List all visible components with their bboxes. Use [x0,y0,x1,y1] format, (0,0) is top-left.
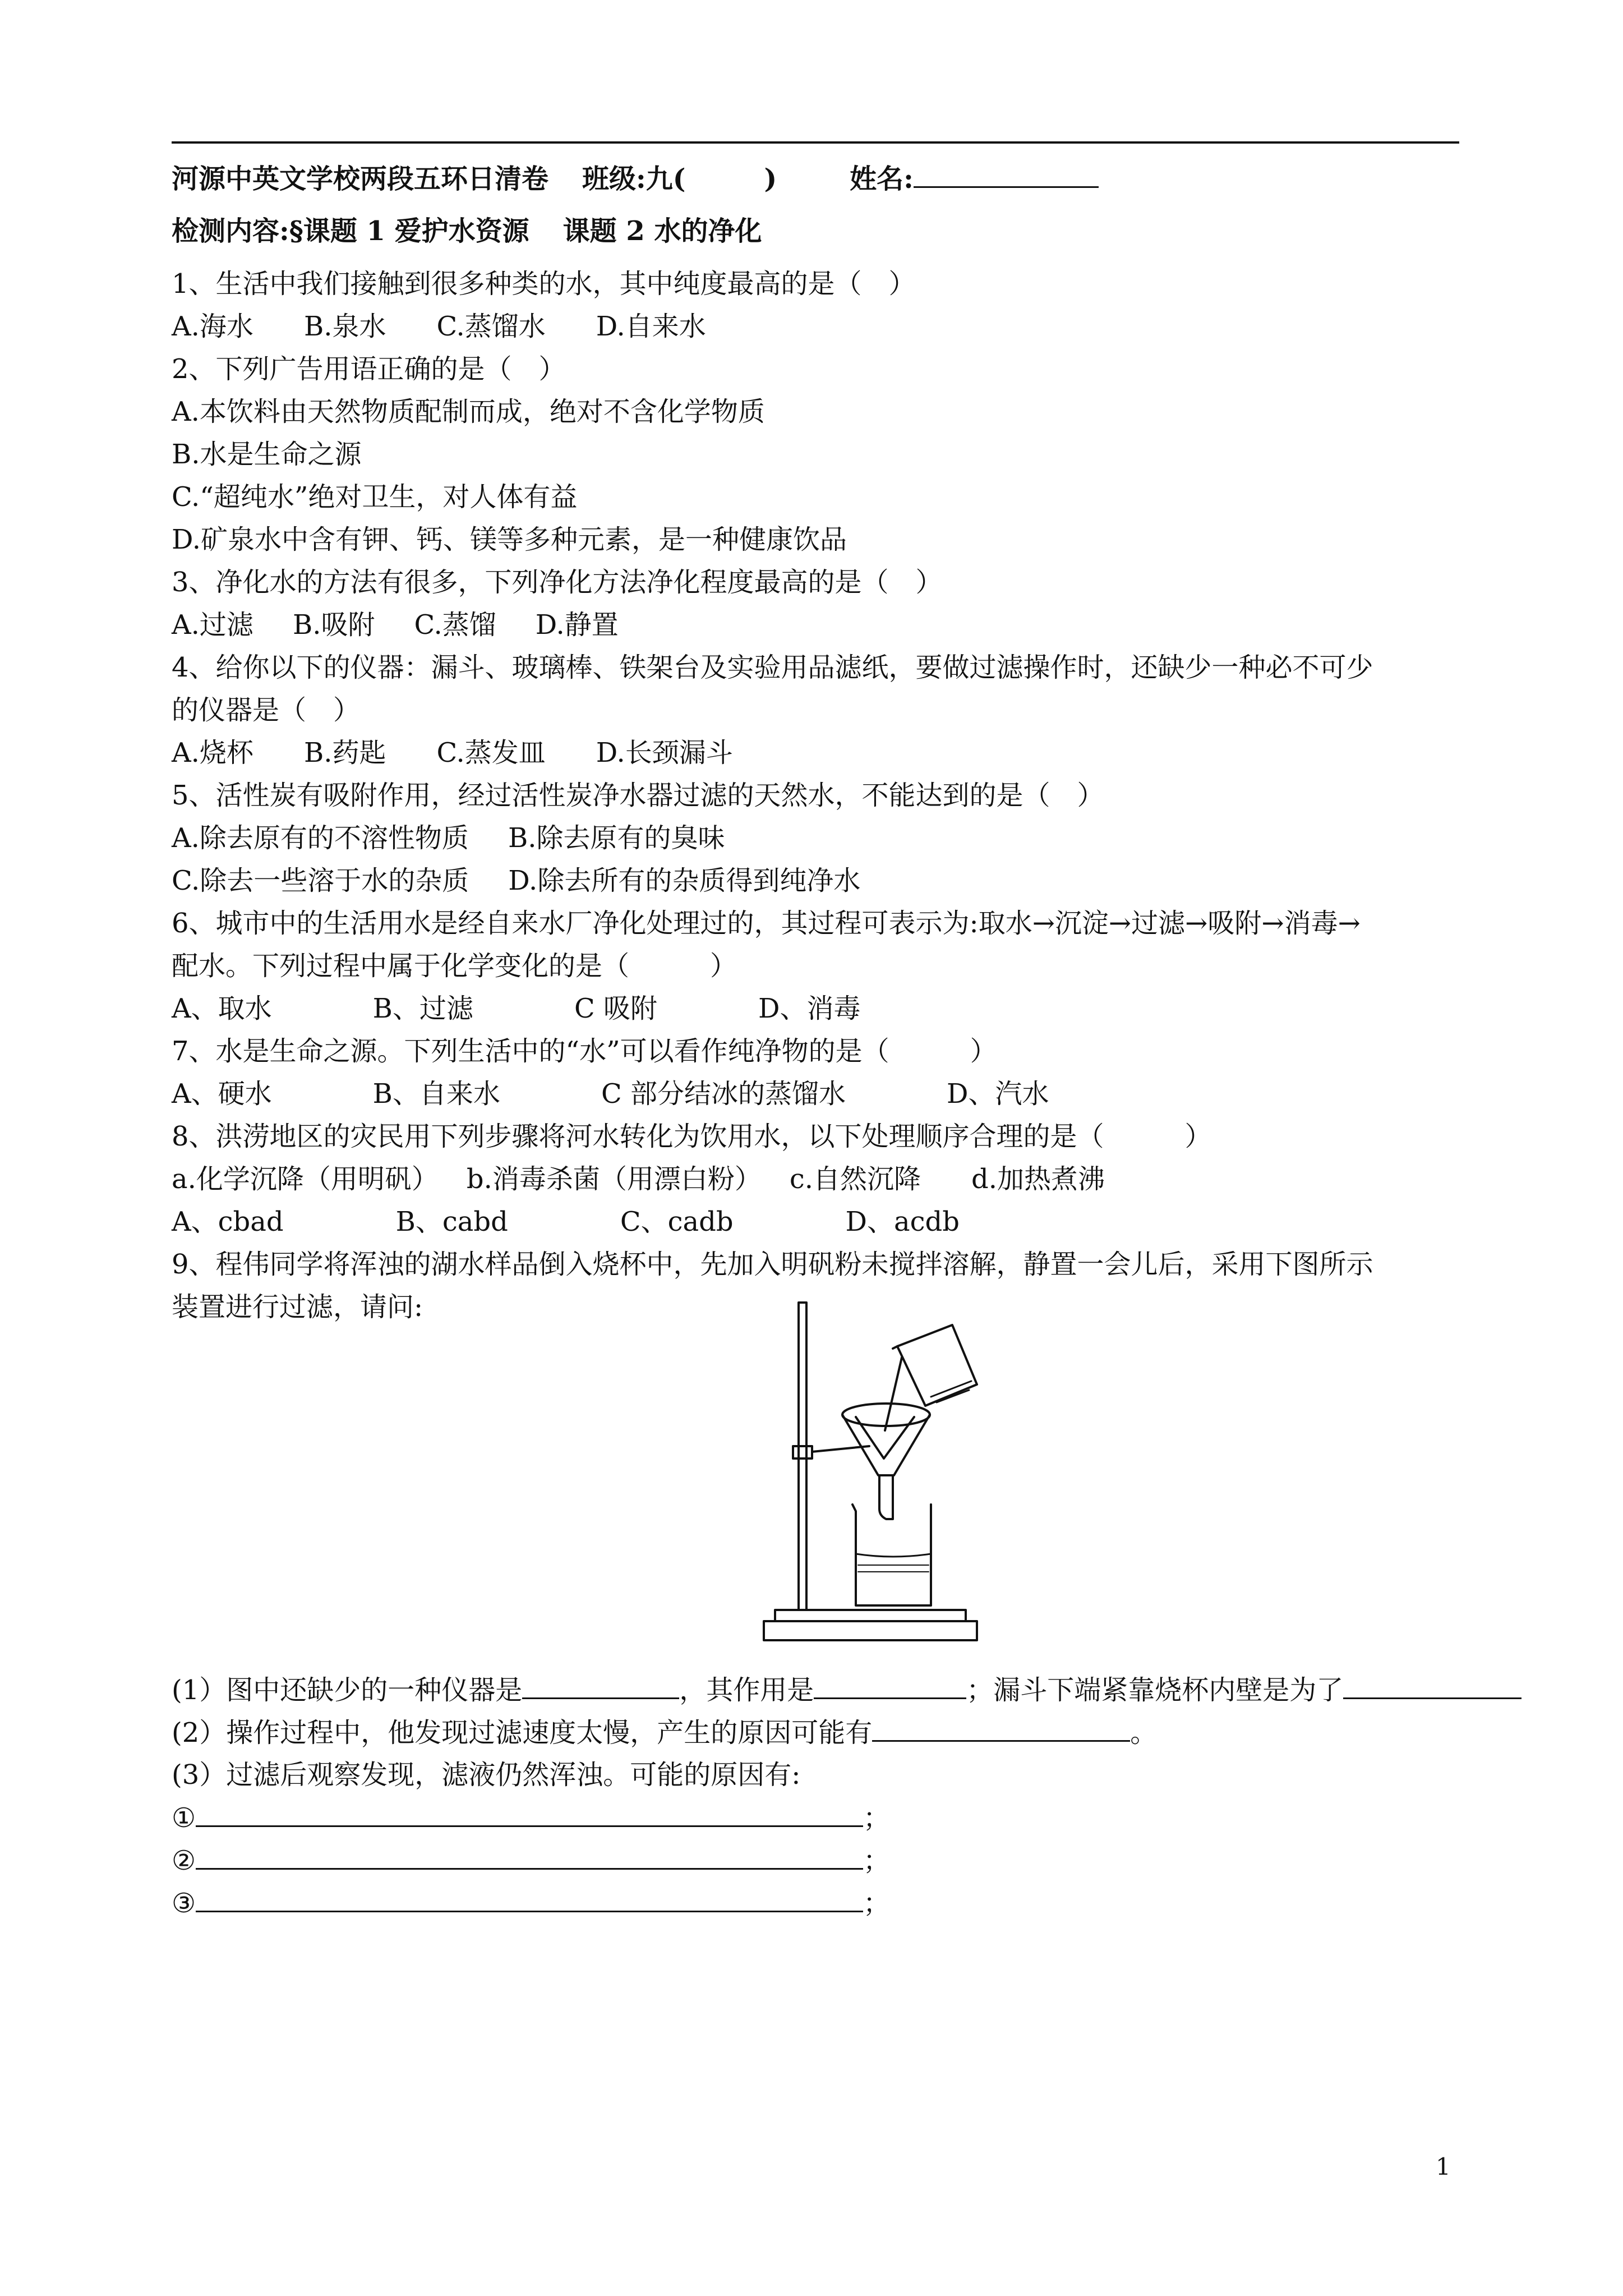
option: D.自来水 [596,311,706,342]
option: C 吸附 [574,993,657,1024]
option: A.过滤 [172,609,253,641]
option: A.除去原有的不溶性物质 [172,822,469,854]
question-stem: 5、活性炭有吸附作用，经过活性炭净水器过滤的天然水，不能达到的是（ ） [172,780,1104,811]
option-row [172,817,725,859]
circle-number: ① [172,1802,196,1834]
option: A.海水 [172,311,253,342]
option: D.静置 [535,609,619,641]
option: D、acdb [845,1206,960,1237]
option-row [172,1073,1049,1115]
option: C.“超纯水”绝对卫生，对人体有益 [172,481,578,513]
option: B.吸附 [292,609,375,641]
question-stem-cont: 的仪器是（ ） [172,694,361,726]
question-stem: 9、程伟同学将浑浊的湖水样品倒入烧杯中，先加入明矾粉未搅拌溶解，静置一会儿后，采用下图所示 [172,1249,1373,1280]
funnel-stem [879,1475,893,1519]
answer-blank[interactable] [522,1668,679,1699]
option: C.蒸发皿 [436,737,546,769]
name-blank[interactable] [914,157,1099,188]
question-stem-cont: 装置进行过滤，请问: [172,1291,423,1323]
option: B、自来水 [372,1078,500,1110]
circle-number: ② [172,1845,196,1876]
option: A、cbad [172,1206,284,1237]
semicolon: ； [863,1888,891,1919]
content-label: 检测内容: [172,215,289,247]
school-name: 河源中英文学校两段五环日清卷 [172,163,549,195]
steps-row [172,1158,1105,1200]
question-stem: 6、城市中的生活用水是经自来水厂净化处理过的，其过程可表示为:取水→沉淀→过滤→吸附→消毒→ [172,908,1361,939]
answer-line-3 [172,1881,890,1924]
stand-rod [799,1303,806,1610]
option: B.水是生命之源 [172,439,362,470]
content-topic-1: §课题 1 爱护水资源 [289,215,529,247]
answer-blank[interactable] [196,1839,863,1870]
header-line [172,157,1099,200]
option: D.除去所有的杂质得到纯净水 [508,865,861,896]
option: A、硬水 [172,1078,272,1110]
option: A.本饮料由天然物质配制而成，绝对不含化学物质 [172,396,765,427]
sub-question-1 [172,1668,1521,1711]
semicolon: ； [863,1802,891,1834]
option: C 部分结冰的蒸馏水 [601,1078,846,1110]
option: D、消毒 [758,993,861,1024]
step: c.自然沉降 [789,1163,921,1195]
option: A、取水 [172,993,272,1024]
clamp [793,1446,812,1458]
answer-line-2 [172,1839,890,1881]
option: B、cabd [395,1206,508,1237]
option: A.烧杯 [172,737,253,769]
sub-question-3: (3）过滤后观察发现，滤液仍然浑浊。可能的原因有: [172,1759,801,1791]
option: B.泉水 [303,311,386,342]
option-row [172,305,706,348]
option-row [172,1200,960,1243]
option: C.除去一些溶于水的杂质 [172,865,469,896]
glass-rod [885,1358,902,1430]
option: D.长颈漏斗 [596,737,733,769]
stand-base [764,1621,977,1640]
option: B.药匙 [303,737,386,769]
question-stem: 1、生活中我们接触到很多种类的水，其中纯度最高的是（ ） [172,268,916,300]
semicolon: ； [863,1845,891,1876]
option-row [172,987,860,1030]
class-close: ) [764,163,777,195]
option: C、cadb [620,1206,734,1237]
sub2-text: (2）操作过程中，他发现过滤速度太慢，产生的原因可能有 [172,1717,873,1749]
filtration-apparatus-figure [746,1290,1009,1649]
option: B、过滤 [372,993,473,1024]
option: C.蒸馏水 [436,311,546,342]
content-line [172,210,762,252]
answer-blank[interactable] [1343,1668,1521,1699]
option: C.蒸馏 [414,609,496,641]
question-stem: 4、给你以下的仪器：漏斗、玻璃棒、铁架台及实验用品滤纸，要做过滤操作时，还缺少一种必不可少 [172,652,1373,683]
class-label: 班级:九( [582,163,686,195]
sub1-text-b: ，其作用是 [679,1674,814,1706]
stand-plate [775,1610,966,1621]
question-stem: 2、下列广告用语正确的是（ ） [172,353,566,385]
question-stem: 3、净化水的方法有很多，下列净化方法净化程度最高的是（ ） [172,567,943,598]
sub1-text-c: ；漏斗下端紧靠烧杯内壁是为了 [966,1674,1344,1706]
answer-line-1 [172,1796,890,1839]
option-row [172,731,733,774]
content-topic-2: 课题 2 水的净化 [562,215,762,247]
header-rule [172,141,1459,144]
sub1-text: (1）图中还缺少的一种仪器是 [172,1674,523,1706]
sub2-end: 。 [1130,1717,1158,1749]
option: D、汽水 [946,1078,1049,1110]
option-row [172,859,860,902]
page-number: 1 [1436,2153,1451,2180]
answer-blank[interactable] [872,1711,1130,1742]
name-label: 姓名: [850,163,914,195]
step: b.消毒杀菌（用漂白粉） [466,1163,762,1195]
question-stem: 8、洪涝地区的灾民用下列步骤将河水转化为饮用水，以下处理顺序合理的是（ ） [172,1121,1212,1152]
question-stem-cont: 配水。下列过程中属于化学变化的是（ ） [172,950,737,982]
option-row [172,604,619,646]
option: D.矿泉水中含有钾、钙、镁等多种元素，是一种健康饮品 [172,524,847,555]
answer-blank[interactable] [814,1668,966,1699]
step: a.化学沉降（用明矾） [172,1163,439,1195]
option: B.除去原有的臭味 [508,822,725,854]
answer-blank[interactable] [196,1796,863,1827]
step: d.加热煮沸 [971,1163,1105,1195]
circle-number: ③ [172,1888,196,1919]
answer-blank[interactable] [196,1881,863,1912]
sub-question-2 [172,1711,1157,1754]
question-stem: 7、水是生命之源。下列生活中的“水”可以看作纯净物的是（ ） [172,1036,997,1067]
